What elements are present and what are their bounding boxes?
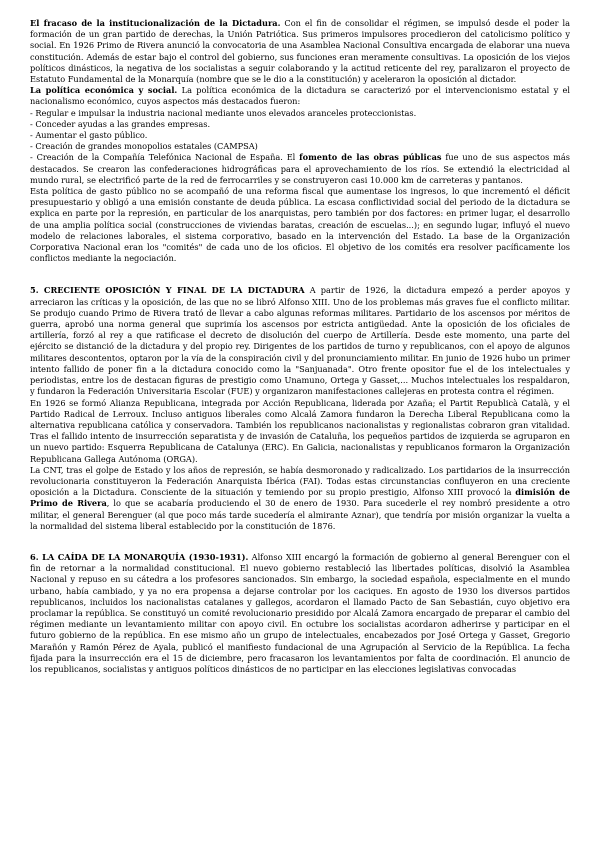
section-creciente-oposicion xyxy=(30,285,570,397)
section-intro-politica-economica: La política económica de la dictadura se caracterizó por el intervencionismo estatal y el nacionalismo económico, cuyos aspectos más destacados fueron: xyxy=(30,85,570,107)
bold-phrase-dimision: dimisión de Primo de Rivera xyxy=(30,487,570,509)
bold-phrase-obras-publicas: fomento de las obras públicas xyxy=(299,152,442,163)
section-heading-creciente-oposicion: 5. CRECIENTE OPOSICIÓN Y FINAL DE LA DICTADURA xyxy=(30,285,305,296)
paragraph-text: , lo que se acabaría produciendo el 30 de enero de 1930. Para sucederle el rey nombró presidente a otro militar, el general Berenguer (al que poco más tarde sucedería el almirante Aznar), que tendría por misión organizar la vuelta a la normalidad del sistema liberal establecido por la constitución de 1876. xyxy=(30,498,570,531)
section-politica-economica xyxy=(30,85,570,107)
section-title-politica-economica: La política económica y social. xyxy=(30,85,178,96)
section-spacer xyxy=(30,264,570,285)
list-item-obras-publicas xyxy=(30,152,570,186)
paragraph-text: La CNT, tras el golpe de Estado y los años de represión, se había desmoronado y radicalizado. Los partidarios de la insurrección revolucionaria constituyeron la Federación Anarquista Ibérica (FAI). Todas estas circunstancias confluyeron en una creciente oposición a la Dictadura. Consciente de la situación y temiendo por su propio prestigio, Alfonso XIII provocó la xyxy=(30,464,570,498)
section-title-institucionalizacion: El fracaso de la institucionalización de la Dictadura. xyxy=(30,18,281,28)
document-page xyxy=(30,18,570,675)
paragraph-caida-monarquia: Alfonso XIII encargó la formación de gobierno al general Berenguer con el fin de retornar a la normalidad constitucional. El nuevo gobierno restableció las libertades políticas, disolvió la Asamblea Nacional y repuso en su cátedra a los profesores sancionados. Sin embargo, la sociedad española, especialmente en el mundo urbano, había cambiado, y ya no era propensa a dejarse controlar por los caciques. En agosto de 1930 los diversos partidos republicanos, incluidos los nacionalistas catalanes y gallegos, acordaron el llamado Pacto de San Sebastián, cuyo objetivo era proclamar la república. Se constituyó un comité revolucionario presidido por Alcalá Zamora encargado de preparar el cambio del régimen mediante un levantamiento militar con apoyo civil. En octubre los socialistas acordaron adherirse y participar en el futuro gobierno de la república. En ese mismo año un grupo de intelectuales, encabezados por José Ortega y Gasset, Gregorio Marañón y Ramón Pérez de Ayala, publicó el manifiesto fundacional de una Agrupación al Servicio de la República. La fecha fijada para la insurrección era el 15 de diciembre, pero fracasaron los levantamientos por falta de coordinación. El anuncio de los republicanos, socialistas y antiguos políticos dinásticos de no participar en las elecciones legislativas convocadas xyxy=(30,551,570,674)
section-spacer xyxy=(30,532,570,552)
paragraph-oposicion-3 xyxy=(30,465,570,532)
section-text-institucionalizacion: Con el fin de consolidar el régimen, se impulsó desde el poder la formación de un gran partido de derechas, la Unión Patriótica. Sus primeros impulsores procedieron del catolicismo político y social. En 1926 Primo de Rivera anunció la convocatoria de una Asamblea Nacional Consultiva encargada de elaborar una nueva constitución. Además de estar bajo el control del gobierno, sus funciones eran meramente consultivas. La oposición de los viejos políticos dinásticos, la negativa de los socialistas a seguir colaborando y la actitud reticente del rey, paralizaron el proyecto de Estatuto Fundamental de la Monarquía (nombre que se le dio a la constitución) y aceleraron la oposición al dictador. xyxy=(30,18,571,85)
list-item: - Aumentar el gasto público. xyxy=(30,130,148,141)
paragraph-gasto-publico: Esta política de gasto público no se acompañó de una reforma fiscal que aumentase los ingresos, lo que incrementó el déficit presupuestario y obligó a una emisión constante de deuda pública. La escasa conflictividad social del periodo de la dictadura se explica en parte por la represión, en particular de los anarquistas, pero también por dos factores: en primer lugar, el desarrollo de una amplia política social (construcciones de viviendas baratas, creación de escuelas...); en segundo lugar, influyó el nuevo modelo de relaciones laborales, el sistema corporativo, basado en la intervención del Estado. La base de la Organización Corporativa Nacional eran los "comités" de cada uno de los oficios. El objetivo de los comités era resolver pacíficamente los conflictos mediante la negociación. xyxy=(30,186,570,264)
list-item: - Regular e impulsar la industria nacional mediante unos elevados aranceles proteccionistas. xyxy=(30,107,417,118)
section-caida-monarquia xyxy=(30,552,570,675)
paragraph-oposicion-1: A partir de 1926, la dictadura empezó a perder apoyos y arreciaron las críticas y la oposición, de las que no se libró Alfonso XIII. Uno de los problemas más graves fue el conflicto militar. Se produjo cuando Primo de Rivera trató de llevar a cabo algunas reformas militares. Partidario de los ascensos por méritos de guerra, aprobó una norma general que suprimía los ascensos por estricta antigüedad. Ante la oposición de los oficiales de artillería, forzó al rey a que ratificase el decreto de disolución del cuerpo de Artillería. Desde este momento, una parte del ejército se distanció de la dictadura y del propio rey. Dirigentes de los partidos de turno y republicanos, con el apoyo de algunos militares descontentos, optaron por la vía de la conspiración civil y del pronunciamiento militar. En junio de 1926 hubo un primer intento fallido de poner fin a la dictadura conocido como la "Sanjuanada". Otro frente opositor fue el de los intelectuales y periodistas, entre los de destacan figuras de prestigio como Unamuno, Ortega y Gasset,... Muchos intelectuales los respaldaron, y fundaron la Federación Universitaria Escolar (FUE) y organizaron manifestaciones callejeras en protesta contra el régimen. xyxy=(30,285,571,397)
list-item-text: - Creación de la Compañía Telefónica Nacional de España. El xyxy=(30,152,300,163)
paragraph-oposicion-2: En 1926 se formó Alianza Republicana, integrada por Acción Republicana, liderada por Azaña; el Partit Republicà Català, y el Partido Radical de Lerroux. Incluso antiguos liberales como Alcalá Zamora fundaron la Derecha Liberal Republicana como la alternativa republicana católica y conservadora. También los republicanos nacionalistas y regionalistas cobraron gran vitalidad. Tras el fallido intento de insurrección separatista y de invasión de Cataluña, los pequeños partidos de izquierda se agruparon en un nuevo partido: Esquerra Republicana de Catalunya (ERC). En Galicia, nacionalistas y republicanos formaron la Organización Republicana Gallega Autónoma (ORGA). xyxy=(30,397,570,464)
list-item-text: fue uno de sus aspectos más destacados. Se crearon las confederaciones hidrográficas para el aprovechamiento de los ríos. Se extendió la electricidad al mundo rural, se electrificó parte de la red de ferrocarriles y se construyeron casi 10.000 km de carreteras y pantanos. xyxy=(30,152,571,185)
section-institucionalizacion xyxy=(30,18,570,85)
list-item: - Creación de grandes monopolios estatales (CAMPSA) xyxy=(30,141,258,152)
section-heading-caida-monarquia: 6. LA CAÍDA DE LA MONARQUÍA (1930-1931). xyxy=(30,551,249,562)
list-item: - Conceder ayudas a las grandes empresas. xyxy=(30,118,211,129)
